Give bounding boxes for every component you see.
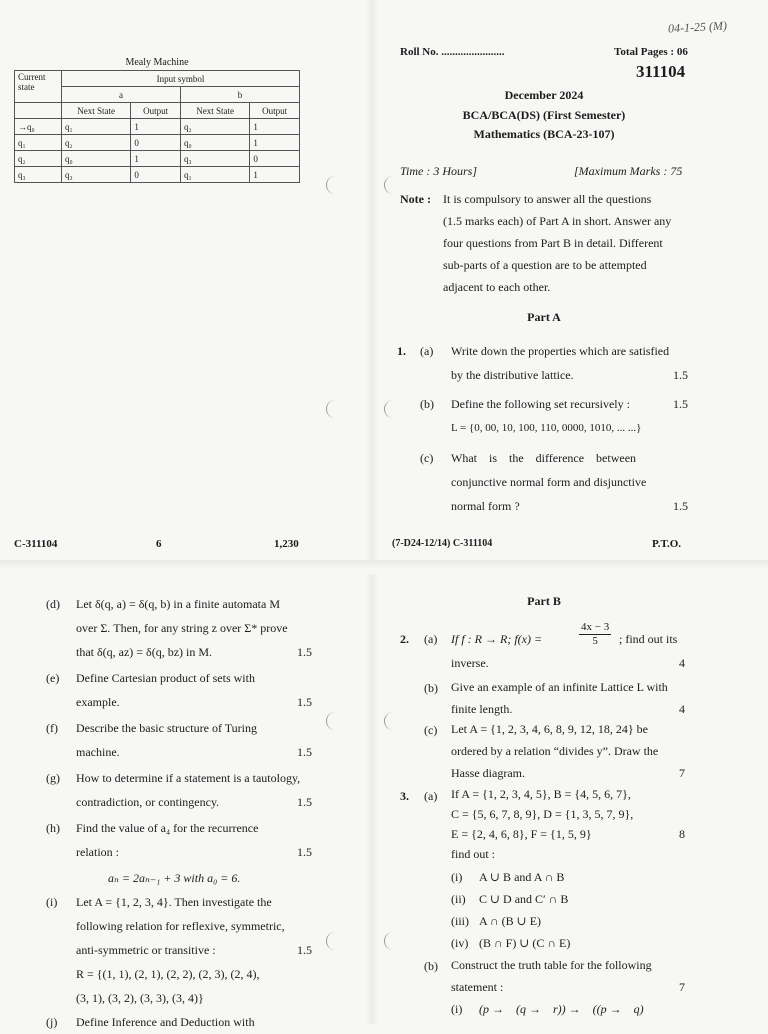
question-item bbox=[46, 592, 312, 664]
list-item bbox=[451, 910, 685, 932]
punch-hole bbox=[326, 176, 337, 194]
table-cell: q₂ bbox=[15, 151, 62, 167]
question-line: Hasse diagram. bbox=[451, 766, 525, 780]
punch-hole bbox=[384, 932, 395, 950]
subquestion-label: (a) bbox=[424, 789, 438, 803]
note-line: adjacent to each other. bbox=[443, 280, 551, 294]
header-symbol-b: b bbox=[180, 87, 299, 103]
note-line: four questions from Part B in detail. Different bbox=[443, 236, 663, 250]
table-cell: q₃ bbox=[180, 151, 249, 167]
note-text bbox=[443, 188, 693, 298]
part-text: A ∩ (B ∪ E) bbox=[479, 914, 542, 928]
table-cell: q₃ bbox=[62, 167, 131, 183]
subject-name: Mathematics (BCA-23-107) bbox=[473, 127, 615, 141]
question-line: If A = {1, 2, 3, 4, 5}, B = {4, 5, 6, 7}, bbox=[451, 787, 631, 801]
question-line: Define Inference and Deduction with bbox=[76, 1015, 255, 1029]
paper-code: 311104 bbox=[636, 62, 686, 81]
question-line: Describe the basic structure of Turing bbox=[76, 721, 257, 735]
question-line: Write down the properties which are satisfied bbox=[451, 344, 670, 358]
table-row bbox=[15, 167, 300, 183]
table-cell: 1 bbox=[250, 119, 300, 135]
question-item bbox=[46, 766, 312, 814]
table-title: Mealy Machine bbox=[125, 57, 189, 68]
part-a-continued bbox=[46, 592, 312, 1034]
marks: 1.5 bbox=[297, 645, 312, 659]
subquestion-label: (j) bbox=[46, 1015, 58, 1029]
footer-pto: P.T.O. bbox=[652, 538, 682, 550]
question-line: ; find out its bbox=[619, 632, 678, 646]
part-label: (i) bbox=[451, 870, 463, 884]
mealy-table bbox=[14, 70, 300, 183]
question-line: L = {0, 00, 10, 100, 110, 0000, 1010, ... ...} bbox=[451, 422, 642, 434]
punch-hole bbox=[326, 932, 337, 950]
recurrence-formula: aₙ = 2aₙ₋₁ + 3 with a₀ = 6. bbox=[108, 871, 241, 885]
marks: 8 bbox=[679, 827, 685, 841]
fraction bbox=[579, 621, 611, 648]
table-cell: 0 bbox=[131, 135, 181, 151]
subquestion-label: (a) bbox=[420, 344, 434, 358]
subquestion-label: (h) bbox=[46, 821, 60, 835]
question-line: ordered by a relation “divides y”. Draw the bbox=[451, 744, 659, 758]
note-line: It is compulsory to answer all the questions bbox=[443, 192, 652, 206]
question-line: Let δ(q, a) = δ(q, b) in a finite automata M bbox=[76, 597, 281, 611]
marks: 1.5 bbox=[297, 845, 312, 859]
table-cell: 0 bbox=[250, 151, 300, 167]
table-cell: 1 bbox=[250, 135, 300, 151]
footer-page-number: 6 bbox=[156, 538, 162, 550]
course-name: BCA/BCA(DS) (First Semester) bbox=[462, 108, 626, 122]
question-line: conjunctive normal form and disjunctive bbox=[451, 475, 647, 489]
footer-copy-count: 1,230 bbox=[274, 538, 299, 550]
question-item bbox=[46, 816, 312, 864]
note-line: (1.5 marks each) of Part A in short. Answer any bbox=[443, 214, 672, 228]
table-cell: q₁ bbox=[15, 135, 62, 151]
part-a-heading: Part A bbox=[527, 310, 561, 324]
question-1b bbox=[451, 392, 688, 440]
table-cell: 1 bbox=[131, 151, 181, 167]
question-item bbox=[46, 716, 312, 764]
punch-hole bbox=[326, 712, 337, 730]
question-line: inverse. bbox=[451, 656, 489, 670]
question-3a-parts bbox=[451, 866, 685, 954]
question-line: Define the following set recursively : bbox=[451, 397, 630, 411]
part-label: (i) bbox=[451, 1002, 463, 1016]
subquestion-label: (f) bbox=[46, 721, 58, 735]
question-line: example. bbox=[76, 695, 120, 709]
punch-hole bbox=[384, 400, 395, 418]
subquestion-label: (a) bbox=[424, 632, 438, 646]
question-line: Let A = {1, 2, 3, 4}. Then investigate the bbox=[76, 895, 272, 909]
part-text: (p → (q → r)) → ((p → q) bbox=[479, 1002, 644, 1016]
subquestion-label: (c) bbox=[424, 723, 438, 737]
question-3a bbox=[451, 784, 685, 864]
roll-number: Roll No. ....................... bbox=[400, 46, 505, 58]
question-line: finite length. bbox=[451, 702, 513, 716]
list-item bbox=[451, 998, 685, 1020]
question-number: 1. bbox=[397, 344, 406, 358]
header-symbol-a: a bbox=[62, 87, 181, 103]
part-text: A ∪ B and A ∩ B bbox=[479, 870, 565, 884]
question-line: Let A = {1, 2, 3, 4, 6, 8, 9, 12, 18, 24} be bbox=[451, 722, 648, 736]
question-number: 3. bbox=[400, 789, 409, 803]
part-label: (ii) bbox=[451, 892, 466, 906]
table-row bbox=[15, 135, 300, 151]
part-label: (iii) bbox=[451, 914, 469, 928]
question-line: E = {2, 4, 6, 8}, F = {1, 5, 9} bbox=[451, 827, 592, 841]
punch-hole bbox=[384, 712, 395, 730]
question-3b bbox=[451, 954, 685, 1020]
question-item bbox=[46, 890, 312, 1010]
table-cell: q₁ bbox=[180, 167, 249, 183]
table-cell: 1 bbox=[131, 119, 181, 135]
header-blank bbox=[15, 103, 62, 119]
question-1a bbox=[451, 339, 688, 387]
page-fold-vertical bbox=[366, 0, 378, 1024]
header-output: Output bbox=[250, 103, 300, 119]
punch-hole bbox=[326, 400, 337, 418]
header-input-symbol: Input symbol bbox=[62, 71, 300, 87]
subquestion-label: (b) bbox=[424, 959, 438, 973]
note-line: sub-parts of a question are to be attempted bbox=[443, 258, 647, 272]
part-b-heading: Part B bbox=[527, 594, 561, 608]
footer-code-left: C-311104 bbox=[14, 538, 58, 550]
table-cell: 1 bbox=[250, 167, 300, 183]
question-1c bbox=[451, 446, 688, 518]
question-2a bbox=[451, 621, 685, 675]
subquestion-label: (e) bbox=[46, 671, 60, 685]
list-item bbox=[451, 888, 685, 910]
table-cell: 0 bbox=[131, 167, 181, 183]
question-line: Give an example of an infinite Lattice L with bbox=[451, 680, 668, 694]
page-fold-horizontal bbox=[0, 560, 768, 574]
list-item bbox=[451, 932, 685, 954]
header-output: Output bbox=[131, 103, 181, 119]
question-line: If f : R → R; f(x) = bbox=[451, 632, 543, 646]
marks: 1.5 bbox=[673, 397, 688, 411]
note-label: Note : bbox=[400, 192, 431, 206]
question-line: Define Cartesian product of sets with bbox=[76, 671, 255, 685]
header-current-state: Current state bbox=[15, 71, 62, 103]
question-line: machine. bbox=[76, 745, 120, 759]
question-line: by the distributive lattice. bbox=[451, 368, 574, 382]
table-cell: →q₀ bbox=[15, 119, 62, 135]
marks: 1.5 bbox=[673, 368, 688, 382]
subquestion-label: (c) bbox=[420, 451, 434, 465]
question-2b bbox=[451, 676, 685, 720]
subquestion-label: (b) bbox=[420, 397, 434, 411]
question-line: following relation for reflexive, symmetric, bbox=[76, 919, 285, 933]
question-line: Construct the truth table for the following bbox=[451, 958, 652, 972]
question-item bbox=[46, 666, 312, 714]
marks: 1.5 bbox=[673, 499, 688, 513]
part-text: C ∪ D and C′ ∩ B bbox=[479, 892, 569, 906]
table-cell: q₂ bbox=[180, 119, 249, 135]
footer-code-right: (7-D24-12/14) C-311104 bbox=[392, 538, 493, 549]
question-line: find out : bbox=[451, 847, 495, 861]
header-next-state: Next State bbox=[62, 103, 131, 119]
question-line: What is the difference between bbox=[451, 451, 637, 465]
table-row bbox=[15, 151, 300, 167]
table-cell: q₁ bbox=[62, 119, 131, 135]
question-number: 2. bbox=[400, 632, 409, 646]
question-line: relation : bbox=[76, 845, 119, 859]
fraction-numerator: 4x − 3 bbox=[581, 621, 610, 633]
part-text: (B ∩ F) ∪ (C ∩ E) bbox=[479, 936, 571, 950]
question-item bbox=[46, 1010, 312, 1034]
exam-session: December 2024 bbox=[504, 88, 584, 102]
table-cell: q₀ bbox=[180, 135, 249, 151]
marks: 7 bbox=[679, 766, 685, 780]
question-line: Find the value of a₄ for the recurrence bbox=[76, 821, 259, 835]
table-cell: q₂ bbox=[62, 135, 131, 151]
maximum-marks: [Maximum Marks : 75 bbox=[574, 164, 683, 178]
question-line: over Σ. Then, for any string z over Σ* prove bbox=[76, 621, 288, 635]
marks: 7 bbox=[679, 980, 685, 994]
question-line: contradiction, or contingency. bbox=[76, 795, 220, 809]
question-line: that δ(q, az) = δ(q, bz) in M. bbox=[76, 645, 213, 659]
subquestion-label: (d) bbox=[46, 597, 60, 611]
fraction-denominator: 5 bbox=[592, 635, 598, 647]
question-line: How to determine if a statement is a tautology, bbox=[76, 771, 301, 785]
question-line: anti-symmetric or transitive : bbox=[76, 943, 216, 957]
table-cell: q₀ bbox=[62, 151, 131, 167]
relation-line: (3, 1), (3, 2), (3, 3), (3, 4)} bbox=[76, 991, 204, 1005]
handwritten-date: 04-1-25 (M) bbox=[667, 18, 728, 36]
subquestion-label: (g) bbox=[46, 771, 60, 785]
marks: 4 bbox=[679, 702, 685, 716]
total-pages: Total Pages : 06 bbox=[614, 46, 688, 58]
table-cell: q₃ bbox=[15, 167, 62, 183]
part-label: (iv) bbox=[451, 936, 469, 950]
marks: 1.5 bbox=[297, 795, 312, 809]
relation-line: R = {(1, 1), (2, 1), (2, 2), (2, 3), (2, 4), bbox=[76, 967, 260, 981]
question-2c bbox=[451, 718, 685, 784]
question-line: C = {5, 6, 7, 8, 9}, D = {1, 3, 5, 7, 9}, bbox=[451, 807, 634, 821]
marks: 1.5 bbox=[297, 695, 312, 709]
marks: 4 bbox=[679, 656, 685, 670]
subquestion-label: (i) bbox=[46, 895, 58, 909]
marks: 1.5 bbox=[297, 943, 312, 957]
list-item bbox=[451, 866, 685, 888]
table-row bbox=[15, 119, 300, 135]
header-next-state: Next State bbox=[180, 103, 249, 119]
subquestion-label: (b) bbox=[424, 681, 438, 695]
question-line: statement : bbox=[451, 980, 504, 994]
punch-hole bbox=[384, 176, 395, 194]
marks: 1.5 bbox=[297, 745, 312, 759]
exam-time: Time : 3 Hours] bbox=[400, 164, 478, 178]
question-line: normal form ? bbox=[451, 499, 520, 513]
